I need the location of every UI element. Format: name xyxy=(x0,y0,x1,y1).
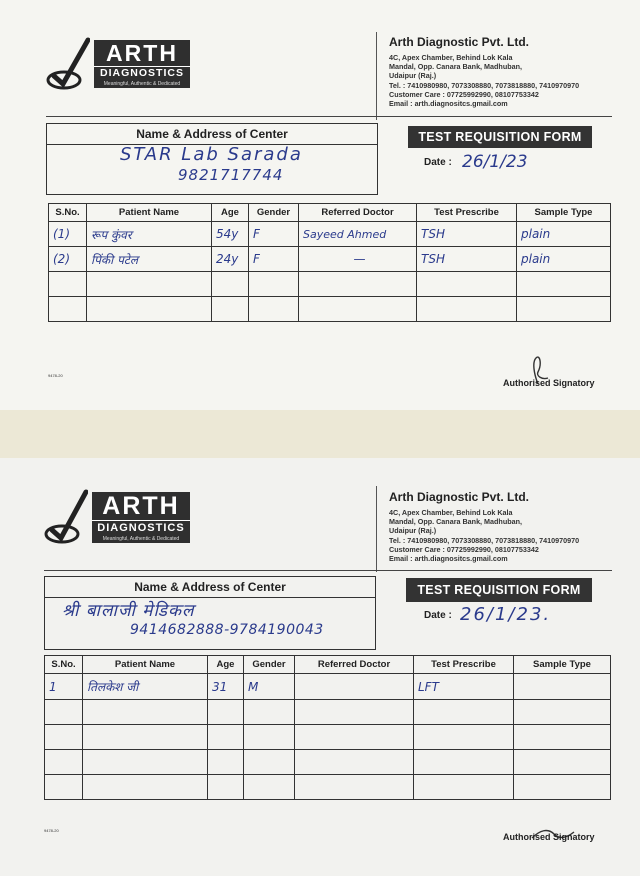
cell-empty xyxy=(517,272,611,297)
checkmark-logo-icon xyxy=(46,36,90,92)
cell-empty xyxy=(295,700,414,725)
cell-empty xyxy=(87,272,212,297)
center-label: Name & Address of Center xyxy=(45,577,375,598)
col-gender: Gender xyxy=(244,656,295,674)
center-phone-handwritten: 9821717744 xyxy=(178,166,284,184)
cell-empty xyxy=(417,272,517,297)
cell-empty xyxy=(208,750,244,775)
date-value-handwritten: 26/1/23. xyxy=(460,604,552,625)
cell-empty xyxy=(414,700,514,725)
cell-sample-type: plain xyxy=(517,247,611,272)
col-referred-doctor: Referred Doctor xyxy=(299,204,417,222)
cell-empty xyxy=(514,775,611,800)
cell-gender: F xyxy=(249,222,299,247)
logo-brand: ARTH xyxy=(92,492,190,520)
logo-sub: DIAGNOSTICS xyxy=(94,66,190,80)
col-test-prescribe: Test Prescribe xyxy=(417,204,517,222)
cell-age: 54y xyxy=(212,222,249,247)
logo-sub: DIAGNOSTICS xyxy=(92,520,190,535)
cell-empty xyxy=(208,725,244,750)
cell-empty xyxy=(49,272,87,297)
cell-patient-name: रूप कुंवर xyxy=(87,222,212,247)
date-label: Date : xyxy=(424,157,452,168)
header-divider xyxy=(376,486,377,572)
col-sno: S.No. xyxy=(45,656,83,674)
company-customer-care: Customer Care : 07725992990, 08107753342 xyxy=(389,544,539,554)
arth-logo xyxy=(46,36,190,92)
cell-sno: (2) xyxy=(49,247,87,272)
cell-empty xyxy=(249,272,299,297)
company-name: Arth Diagnostic Pvt. Ltd. xyxy=(389,490,530,504)
cell-test-prescribe: TSH xyxy=(417,222,517,247)
header-rule xyxy=(46,116,612,117)
cell-empty xyxy=(212,272,249,297)
cell-sno: 1 xyxy=(45,674,83,700)
company-email: Email : arth.diagnositcs.gmail.com xyxy=(389,554,508,564)
cell-referred-doctor xyxy=(295,674,414,700)
company-address-3: Udaipur (Raj.) xyxy=(389,71,437,81)
cell-empty xyxy=(45,750,83,775)
cell-empty xyxy=(212,297,249,322)
col-sno: S.No. xyxy=(49,204,87,222)
table-header-row xyxy=(49,204,611,222)
center-name-handwritten: STAR Lab Sarada xyxy=(120,144,303,165)
col-age: Age xyxy=(208,656,244,674)
table-row xyxy=(49,247,611,272)
center-label: Name & Address of Center xyxy=(47,124,377,145)
header-divider xyxy=(376,32,377,120)
table-row xyxy=(45,775,611,800)
company-customer-care: Customer Care : 07725992990, 08107753342 xyxy=(389,89,539,99)
col-patient-name: Patient Name xyxy=(83,656,208,674)
checkmark-logo-icon xyxy=(44,488,88,546)
company-address-2: Mandal, Opp. Canara Bank, Madhuban, xyxy=(389,517,522,527)
company-address-1: 4C, Apex Chamber, Behind Lok Kala xyxy=(389,53,513,62)
form-code: 9478-20 xyxy=(48,373,63,378)
cell-empty xyxy=(83,750,208,775)
cell-empty xyxy=(83,700,208,725)
cell-referred-doctor: — xyxy=(299,247,417,272)
table-row xyxy=(45,725,611,750)
date-label: Date : xyxy=(424,610,452,621)
authorised-signatory: Authorised Signatory xyxy=(503,378,595,388)
cell-empty xyxy=(45,775,83,800)
cell-empty xyxy=(299,272,417,297)
cell-sample-type: plain xyxy=(517,222,611,247)
cell-test-prescribe: LFT xyxy=(414,674,514,700)
table-row xyxy=(49,272,611,297)
cell-empty xyxy=(83,725,208,750)
cell-empty xyxy=(83,775,208,800)
cell-empty xyxy=(417,297,517,322)
center-name-handwritten: श्री बालाजी मेडिकल xyxy=(62,601,195,621)
cell-empty xyxy=(414,750,514,775)
paper-gap xyxy=(0,410,640,458)
form-title: TEST REQUISITION FORM xyxy=(406,578,592,602)
col-gender: Gender xyxy=(249,204,299,222)
cell-age: 31 xyxy=(208,674,244,700)
cell-empty xyxy=(244,700,295,725)
cell-patient-name: तिलकेश जी xyxy=(83,674,208,700)
cell-empty xyxy=(295,750,414,775)
cell-empty xyxy=(208,700,244,725)
cell-empty xyxy=(49,297,87,322)
logo-tagline: Meaningful, Authentic & Dedicated xyxy=(94,80,190,88)
cell-age: 24y xyxy=(212,247,249,272)
table-row xyxy=(45,700,611,725)
company-address-2: Mandal, Opp. Canara Bank, Madhuban, xyxy=(389,62,522,72)
cell-empty xyxy=(514,700,611,725)
cell-empty xyxy=(45,700,83,725)
header-rule xyxy=(44,570,612,571)
cell-referred-doctor: Sayeed Ahmed xyxy=(299,222,417,247)
logo-tagline: Meaningful, Authentic & Dedicated xyxy=(92,535,190,543)
cell-sample-type xyxy=(514,674,611,700)
patient-table xyxy=(48,203,611,322)
table-row xyxy=(49,222,611,247)
col-test-prescribe: Test Prescribe xyxy=(414,656,514,674)
cell-empty xyxy=(87,297,212,322)
company-info xyxy=(389,490,579,563)
cell-sno: (1) xyxy=(49,222,87,247)
cell-gender: F xyxy=(249,247,299,272)
requisition-form-2 xyxy=(0,458,640,876)
col-patient-name: Patient Name xyxy=(87,204,212,222)
table-row xyxy=(45,750,611,775)
company-info xyxy=(389,35,579,108)
company-email: Email : arth.diagnositcs.gmail.com xyxy=(389,99,508,109)
cell-gender: M xyxy=(244,674,295,700)
table-row xyxy=(45,674,611,700)
col-age: Age xyxy=(212,204,249,222)
cell-empty xyxy=(244,725,295,750)
date-value-handwritten: 26/1/23 xyxy=(462,152,528,172)
patient-table xyxy=(44,655,611,800)
cell-empty xyxy=(299,297,417,322)
form-title: TEST REQUISITION FORM xyxy=(408,126,592,148)
cell-test-prescribe: TSH xyxy=(417,247,517,272)
col-sample-type: Sample Type xyxy=(517,204,611,222)
table-row xyxy=(49,297,611,322)
company-name: Arth Diagnostic Pvt. Ltd. xyxy=(389,35,530,49)
cell-empty xyxy=(295,775,414,800)
logo-brand: ARTH xyxy=(94,40,190,66)
arth-logo xyxy=(44,488,190,546)
center-phone-handwritten: 9414682888-9784190043 xyxy=(130,622,324,638)
company-address-3: Udaipur (Raj.) xyxy=(389,526,437,536)
cell-empty xyxy=(414,775,514,800)
cell-empty xyxy=(45,725,83,750)
cell-empty xyxy=(517,297,611,322)
requisition-form-1 xyxy=(0,0,640,410)
cell-empty xyxy=(249,297,299,322)
cell-empty xyxy=(208,775,244,800)
col-sample-type: Sample Type xyxy=(514,656,611,674)
cell-empty xyxy=(514,750,611,775)
cell-empty xyxy=(295,725,414,750)
cell-empty xyxy=(244,775,295,800)
cell-empty xyxy=(414,725,514,750)
form-code: 9478-20 xyxy=(44,828,59,833)
cell-empty xyxy=(244,750,295,775)
col-referred-doctor: Referred Doctor xyxy=(295,656,414,674)
table-header-row xyxy=(45,656,611,674)
company-address-1: 4C, Apex Chamber, Behind Lok Kala xyxy=(389,508,513,517)
cell-patient-name: पिंकी पटेल xyxy=(87,247,212,272)
company-tel: Tel. : 7410980980, 7073308880, 7073818880, 7410970970 xyxy=(389,80,580,90)
company-tel: Tel. : 7410980980, 7073308880, 7073818880, 7410970970 xyxy=(389,535,580,545)
authorised-signatory: Authorised Signatory xyxy=(503,832,595,842)
cell-empty xyxy=(514,725,611,750)
